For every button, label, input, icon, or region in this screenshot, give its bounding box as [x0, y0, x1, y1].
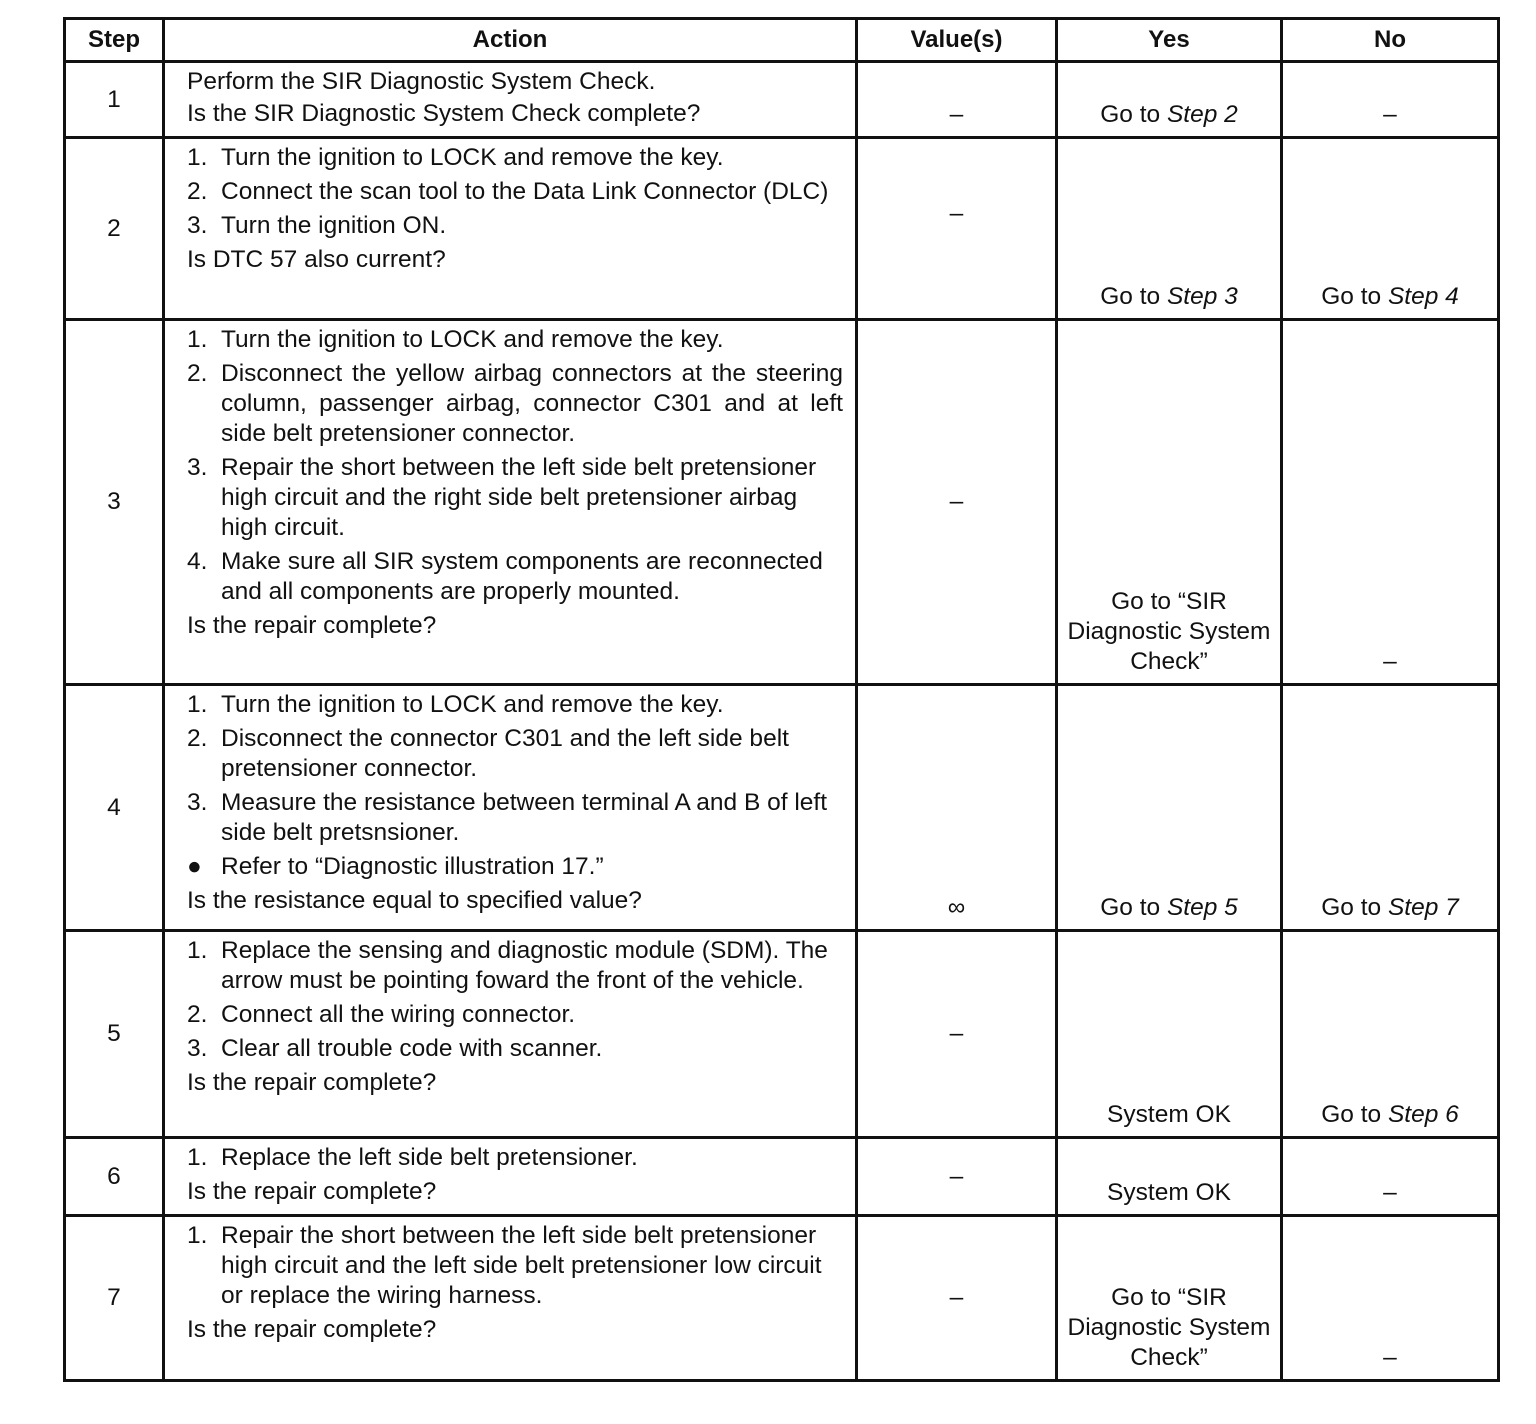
no-cell: –	[1282, 320, 1499, 685]
action-question: Is the repair complete?	[187, 612, 437, 639]
go-to-text: Go to	[1321, 894, 1382, 921]
item-text: Clear all trouble code with scanner.	[221, 1035, 603, 1062]
step-number: 5	[65, 931, 164, 1138]
item-number: 2.	[187, 1001, 208, 1028]
item-number: 2.	[187, 725, 208, 752]
item-text: Turn the ignition to LOCK and remove the key.	[221, 326, 724, 353]
item-text: Connect the scan tool to the Data Link Connector (DLC)	[221, 178, 829, 205]
item-text: Repair the short between the left side belt pretensioner high circuit and the right side belt pretensioner airbag high circuit.	[221, 454, 817, 541]
action-cell	[164, 1138, 857, 1216]
value-cell: –	[857, 931, 1057, 1138]
value-cell: –	[857, 1138, 1057, 1216]
step-number: 6	[65, 1138, 164, 1216]
action-lead: Perform the SIR Diagnostic System Check.	[187, 68, 656, 95]
item-text: Replace the sensing and diagnostic module (SDM). The arrow must be pointing foward the front of the vehicle.	[221, 937, 828, 994]
item-number: 3.	[187, 212, 208, 239]
item-text: Turn the ignition ON.	[221, 212, 447, 239]
item-number: 1.	[187, 1144, 208, 1171]
yes-cell: System OK	[1057, 931, 1282, 1138]
go-to-text: Go to	[1100, 283, 1161, 310]
item-text: Disconnect the connector C301 and the left side belt pretensioner connector.	[221, 725, 789, 782]
step-number: 1	[65, 62, 164, 138]
item-number: 3.	[187, 1035, 208, 1062]
yes-cell: Go to “SIR Diagnostic System Check”	[1057, 1216, 1282, 1381]
item-text: Replace the left side belt pretensioner.	[221, 1144, 638, 1171]
go-to-text: Go to	[1100, 101, 1161, 128]
item-text: Turn the ignition to LOCK and remove the key.	[221, 691, 724, 718]
action-item	[187, 211, 843, 241]
action-question: Is the repair complete?	[187, 1316, 437, 1343]
action-cell	[164, 138, 857, 320]
header-action: Action	[164, 19, 857, 62]
value-cell: –	[857, 320, 1057, 685]
action-item	[187, 547, 843, 607]
item-number: 2.	[187, 360, 208, 387]
yes-cell: System OK	[1057, 1138, 1282, 1216]
step-number: 3	[65, 320, 164, 685]
action-item	[187, 690, 843, 720]
action-item	[187, 1221, 843, 1311]
action-question: Is the SIR Diagnostic System Check complete?	[187, 100, 701, 127]
table-row	[65, 685, 1499, 931]
step-number: 2	[65, 138, 164, 320]
action-cell	[164, 685, 857, 931]
yes-cell	[1057, 138, 1282, 320]
yes-cell	[1057, 62, 1282, 138]
value-cell: –	[857, 1216, 1057, 1381]
table-row	[65, 1216, 1499, 1381]
yes-cell	[1057, 685, 1282, 931]
action-cell	[164, 931, 857, 1138]
action-item	[187, 1034, 843, 1064]
value-cell: ∞	[857, 685, 1057, 931]
action-item	[187, 143, 843, 173]
action-item	[187, 453, 843, 543]
go-to-text: Go to	[1100, 894, 1161, 921]
yes-cell: Go to “SIR Diagnostic System Check”	[1057, 320, 1282, 685]
no-cell: –	[1282, 1216, 1499, 1381]
no-cell: –	[1282, 62, 1499, 138]
item-number: 1.	[187, 326, 208, 353]
no-cell: –	[1282, 1138, 1499, 1216]
no-cell	[1282, 138, 1499, 320]
action-item	[187, 1000, 843, 1030]
table-row	[65, 1138, 1499, 1216]
action-question: Is DTC 57 also current?	[187, 246, 446, 273]
action-item	[187, 724, 843, 784]
action-cell	[164, 62, 857, 138]
action-item	[187, 359, 843, 449]
item-text: Repair the short between the left side belt pretensioner high circuit and the left side belt pretensioner low circuit or replace the wiring harness.	[221, 1222, 822, 1309]
header-values: Value(s)	[857, 19, 1057, 62]
table-row	[65, 138, 1499, 320]
item-number: 1.	[187, 691, 208, 718]
item-number: 2.	[187, 178, 208, 205]
go-to-text: Go to	[1321, 1101, 1382, 1128]
header-step: Step	[65, 19, 164, 62]
bullet-icon: ●	[187, 853, 202, 880]
item-number: 3.	[187, 789, 208, 816]
action-item	[187, 325, 843, 355]
item-text: Connect all the wiring connector.	[221, 1001, 576, 1028]
yes-step-link: Step 2	[1166, 101, 1238, 128]
action-item	[187, 936, 843, 996]
item-number: 1.	[187, 1222, 208, 1249]
header-yes: Yes	[1057, 19, 1282, 62]
step-number: 7	[65, 1216, 164, 1381]
action-question: Is the resistance equal to specified value?	[187, 887, 642, 914]
action-item	[187, 788, 843, 848]
action-item	[187, 852, 843, 882]
no-step-link: Step 4	[1387, 283, 1459, 310]
yes-step-link: Step 3	[1166, 283, 1238, 310]
action-question: Is the repair complete?	[187, 1178, 437, 1205]
item-text: Disconnect the yellow airbag connectors at the steering column, passenger airbag, connector C301 and at left side belt pretensioner connector.	[221, 360, 843, 447]
action-cell	[164, 1216, 857, 1381]
no-cell	[1282, 685, 1499, 931]
action-question: Is the repair complete?	[187, 1069, 437, 1096]
no-step-link: Step 7	[1387, 894, 1459, 921]
table-row	[65, 931, 1499, 1138]
action-cell	[164, 320, 857, 685]
value-cell: –	[857, 138, 1057, 320]
item-text: Measure the resistance between terminal A and B of left side belt pretsnsioner.	[221, 789, 828, 846]
yes-step-link: Step 5	[1166, 894, 1238, 921]
action-item	[187, 1143, 843, 1173]
item-number: 4.	[187, 548, 208, 575]
action-item	[187, 177, 843, 207]
no-cell	[1282, 931, 1499, 1138]
item-text: Turn the ignition to LOCK and remove the key.	[221, 144, 724, 171]
item-text: Make sure all SIR system components are reconnected and all components are properly mounted.	[221, 548, 823, 605]
item-number: 1.	[187, 144, 208, 171]
go-to-text: Go to	[1321, 283, 1382, 310]
item-number: 3.	[187, 454, 208, 481]
item-number: 1.	[187, 937, 208, 964]
table-row	[65, 62, 1499, 138]
item-text: Refer to “Diagnostic illustration 17.”	[221, 853, 604, 880]
no-step-link: Step 6	[1387, 1101, 1459, 1128]
table-row	[65, 320, 1499, 685]
header-row	[65, 19, 1499, 62]
header-no: No	[1282, 19, 1499, 62]
step-number: 4	[65, 685, 164, 931]
value-cell: –	[857, 62, 1057, 138]
diagnostic-table	[63, 17, 1500, 1382]
